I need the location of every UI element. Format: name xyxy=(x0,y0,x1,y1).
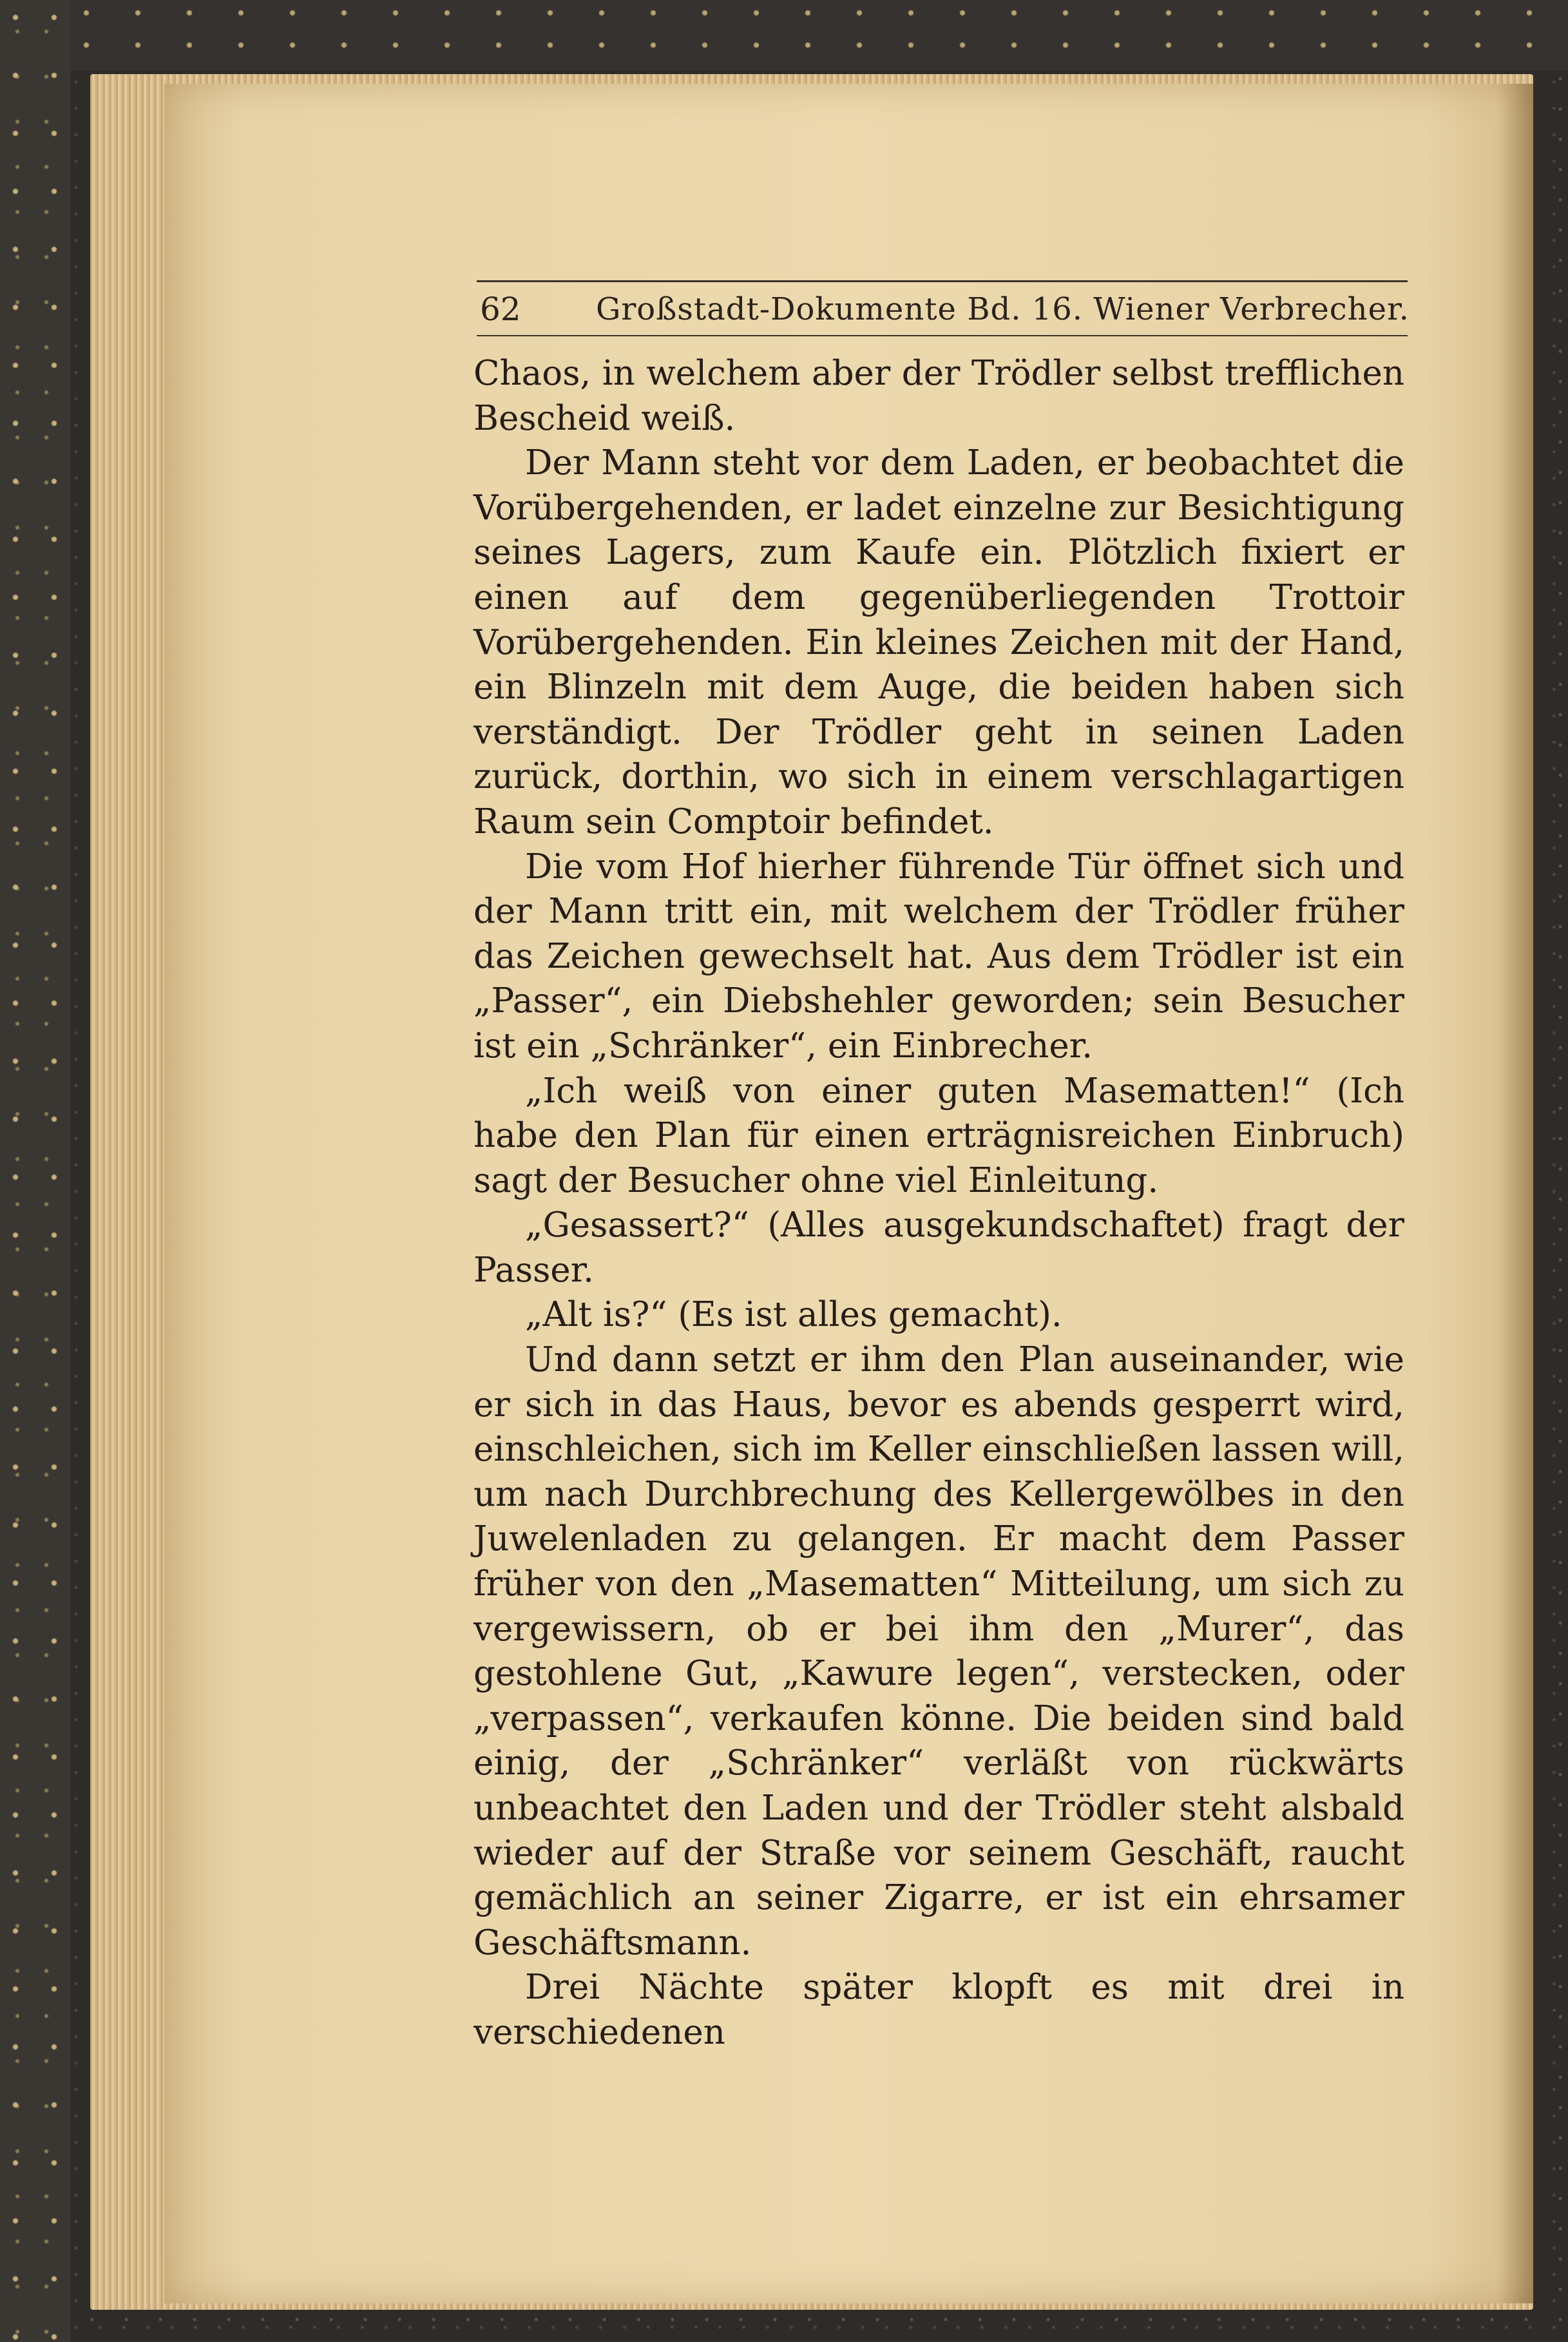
paragraph: Chaos, in welchem aber der Trödler selbst trefflichen Bescheid weiß. xyxy=(473,354,1404,438)
paragraph: Die vom Hof hierher führende Tür öffnet sich und der Mann tritt ein, mit welchem der Trödler früher das Zeichen gewechselt hat. Aus dem Trödler ist ein „Passer“, ein Diebshehler geworden; sein Besucher ist ein „Schränker“, ein Einbrecher. xyxy=(473,847,1404,1066)
header-rule-bottom xyxy=(477,335,1408,336)
paragraph: „Ich weiß von einer guten Masematten!“ (Ich habe den Plan für einen erträgnisreichen Einbruch) sagt der Besucher ohne viel Einleitung. xyxy=(473,1071,1404,1200)
page-gutter-shadow xyxy=(1498,84,1533,2303)
page-number: 62 xyxy=(480,291,521,328)
paragraph: Der Mann steht vor dem Laden, er beobachtet die Vorübergehenden, er ladet einzelne zur Besichtigung seines Lagers, zum Kaufe ein. Plötzlich fixiert er einen auf dem gegenüberliegenden Trottoir Vorübergehenden. Ein kleines Zeichen mit der Hand, ein Blinzeln mit dem Auge, die beiden haben sich verständigt. Der Trödler geht in seinen Laden zurück, dorthin, wo sich in einem verschlagartigen Raum sein Comptoir befindet. xyxy=(473,443,1404,841)
book-top-edge xyxy=(71,0,1568,71)
paragraph: „Alt is?“ (Es ist alles gemacht). xyxy=(525,1295,1062,1335)
paragraph: Drei Nächte später klopft es mit drei in verschiedenen xyxy=(473,1968,1404,2052)
book-spine-edge xyxy=(0,0,71,2342)
paragraph: „Gesassert?“ (Alles ausgekundschaftet) fragt der Passer. xyxy=(473,1205,1404,1290)
running-head: Großstadt-Dokumente Bd. 16. Wiener Verbrecher. xyxy=(596,291,1410,327)
body-text xyxy=(473,351,1404,2055)
paragraph: Und dann setzt er ihm den Plan auseinander, wie er sich in das Haus, bevor es abends gesperrt wird, einschleichen, sich im Keller einschließen lassen will, um nach Durchbrechung des Kellergewölbes in den Juwelenladen zu gelangen. Er macht dem Passer früher von den „Masematten“ Mitteilung, um sich zu vergewissern, ob er bei ihm den „Murer“, das gestohlene Gut, „Kawure legen“, verstecken, oder „verpassen“, verkaufen könne. Die beiden sind bald einig, der „Schränker“ verläßt von rückwärts unbeachtet den Laden und der Trödler steht alsbald wieder auf der Straße vor seinem Geschäft, raucht gemächlich an seiner Zigarre, er ist ein ehrsamer Geschäftsmann. xyxy=(473,1340,1404,1963)
header-rule-top xyxy=(477,280,1408,282)
